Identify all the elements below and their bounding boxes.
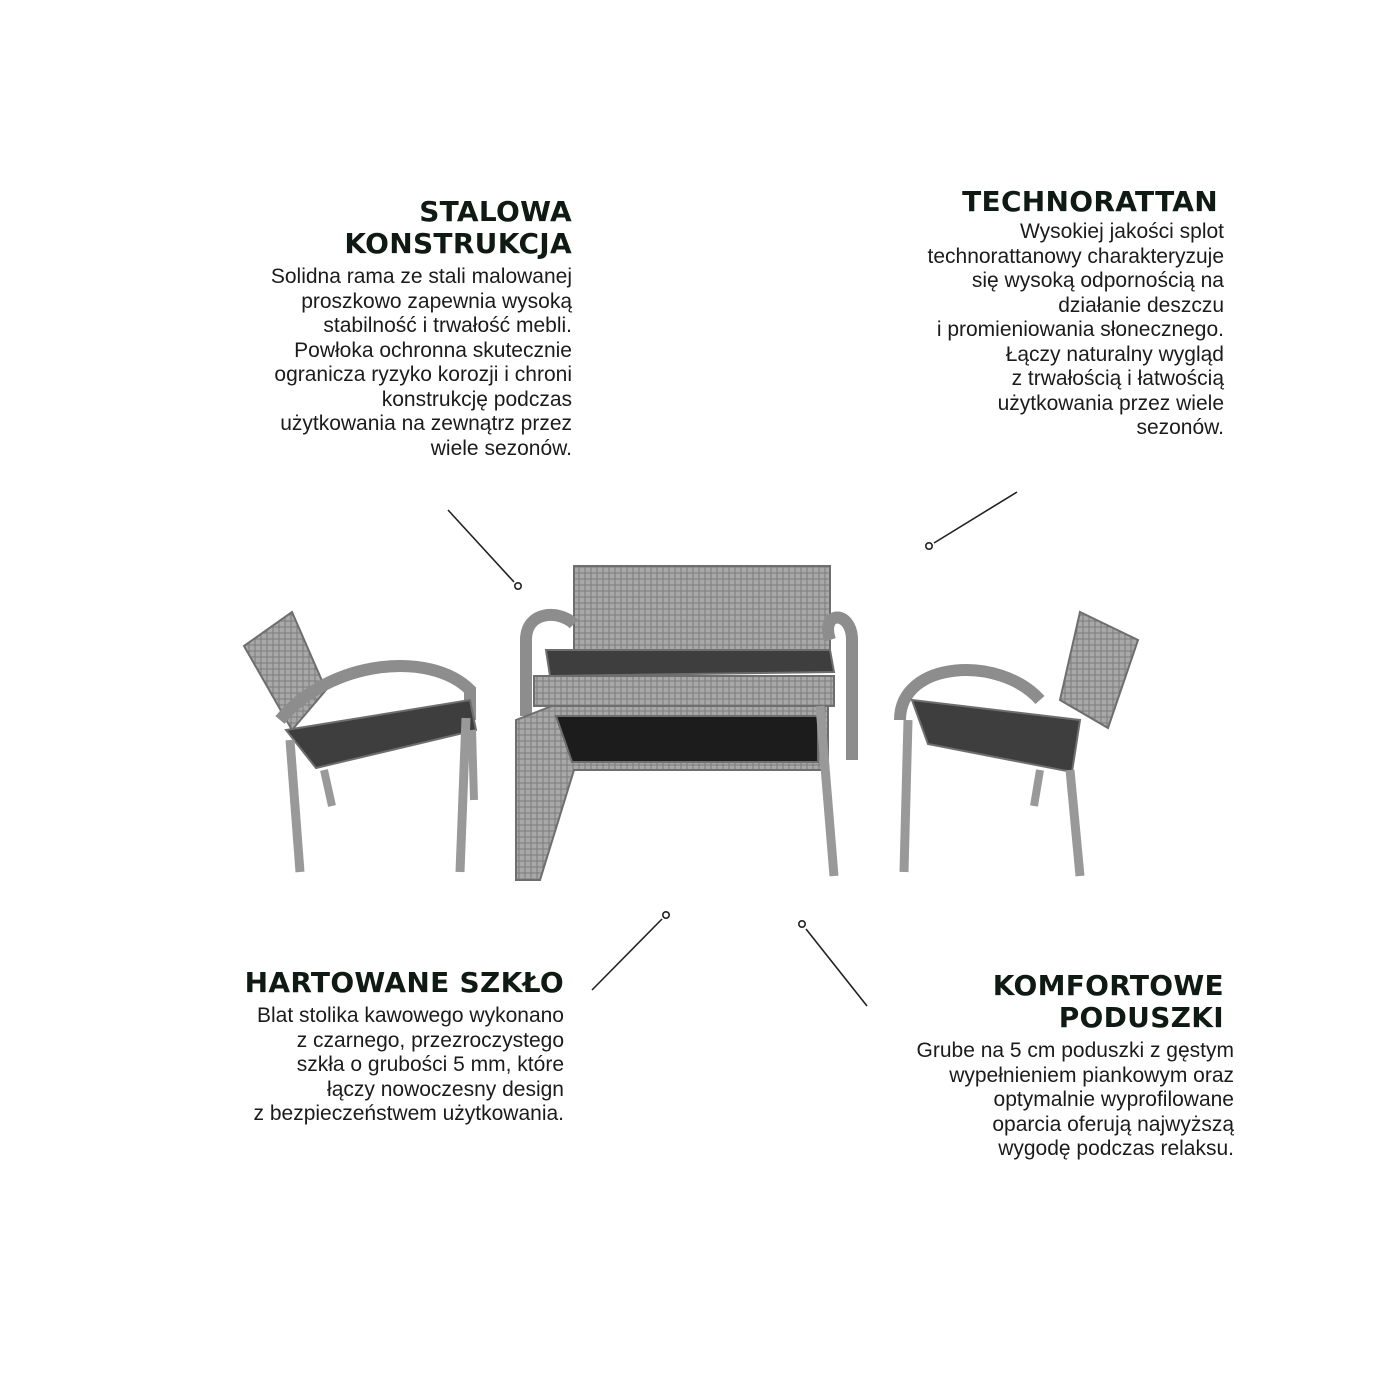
feature-title: HARTOWANE SZKŁO xyxy=(244,966,564,999)
callout-line-glass xyxy=(592,919,662,990)
feature-description: Solidna rama ze stali malowanej proszkowo zapewnia wysoką stabilność i trwałość mebli. Powłoka ochronna skutecznie ogranicza ryzyko korozji i chroni konstrukcję podczas użytkowania na zewnątrz przez wiele sezonów. xyxy=(270,265,572,460)
feature-description: Blat stolika kawowego wykonano z czarnego, przezroczystego szkła o grubości 5 mm, które łączy nowoczesny design z bezpieczeństwem użytkowania. xyxy=(253,1004,564,1125)
callout-dot-steel xyxy=(515,583,521,589)
feature-description: Wysokiej jakości splot technorattanowy charakteryzuje się wysoką odpornością na działanie deszczu i promieniowania słonecznego. Łączy naturalny wygląd z trwałością i łatwością użytkowania przez wiele sezonów. xyxy=(927,220,1224,439)
callout-line-cushion xyxy=(806,929,867,1006)
callout-dot-glass xyxy=(663,912,669,918)
callout-line-steel xyxy=(448,510,514,582)
armchair-left xyxy=(244,612,476,872)
callout-line-rattan xyxy=(934,492,1017,543)
feature-title: TECHNORATTAN xyxy=(962,185,1218,218)
callout-dot-rattan xyxy=(926,543,932,549)
feature-description: Grube na 5 cm poduszki z gęstym wypełnieniem piankowym oraz optymalnie wyprofilowane oparcia oferują najwyższą wygodę podczas relaksu. xyxy=(916,1039,1234,1160)
callout-dot-cushion xyxy=(799,921,805,927)
armchair-right xyxy=(900,612,1138,876)
feature-title: KOMFORTOWE PODUSZKI xyxy=(992,969,1224,1034)
feature-title: STALOWA KONSTRUKCJA xyxy=(344,195,572,260)
coffee-table xyxy=(516,706,834,880)
